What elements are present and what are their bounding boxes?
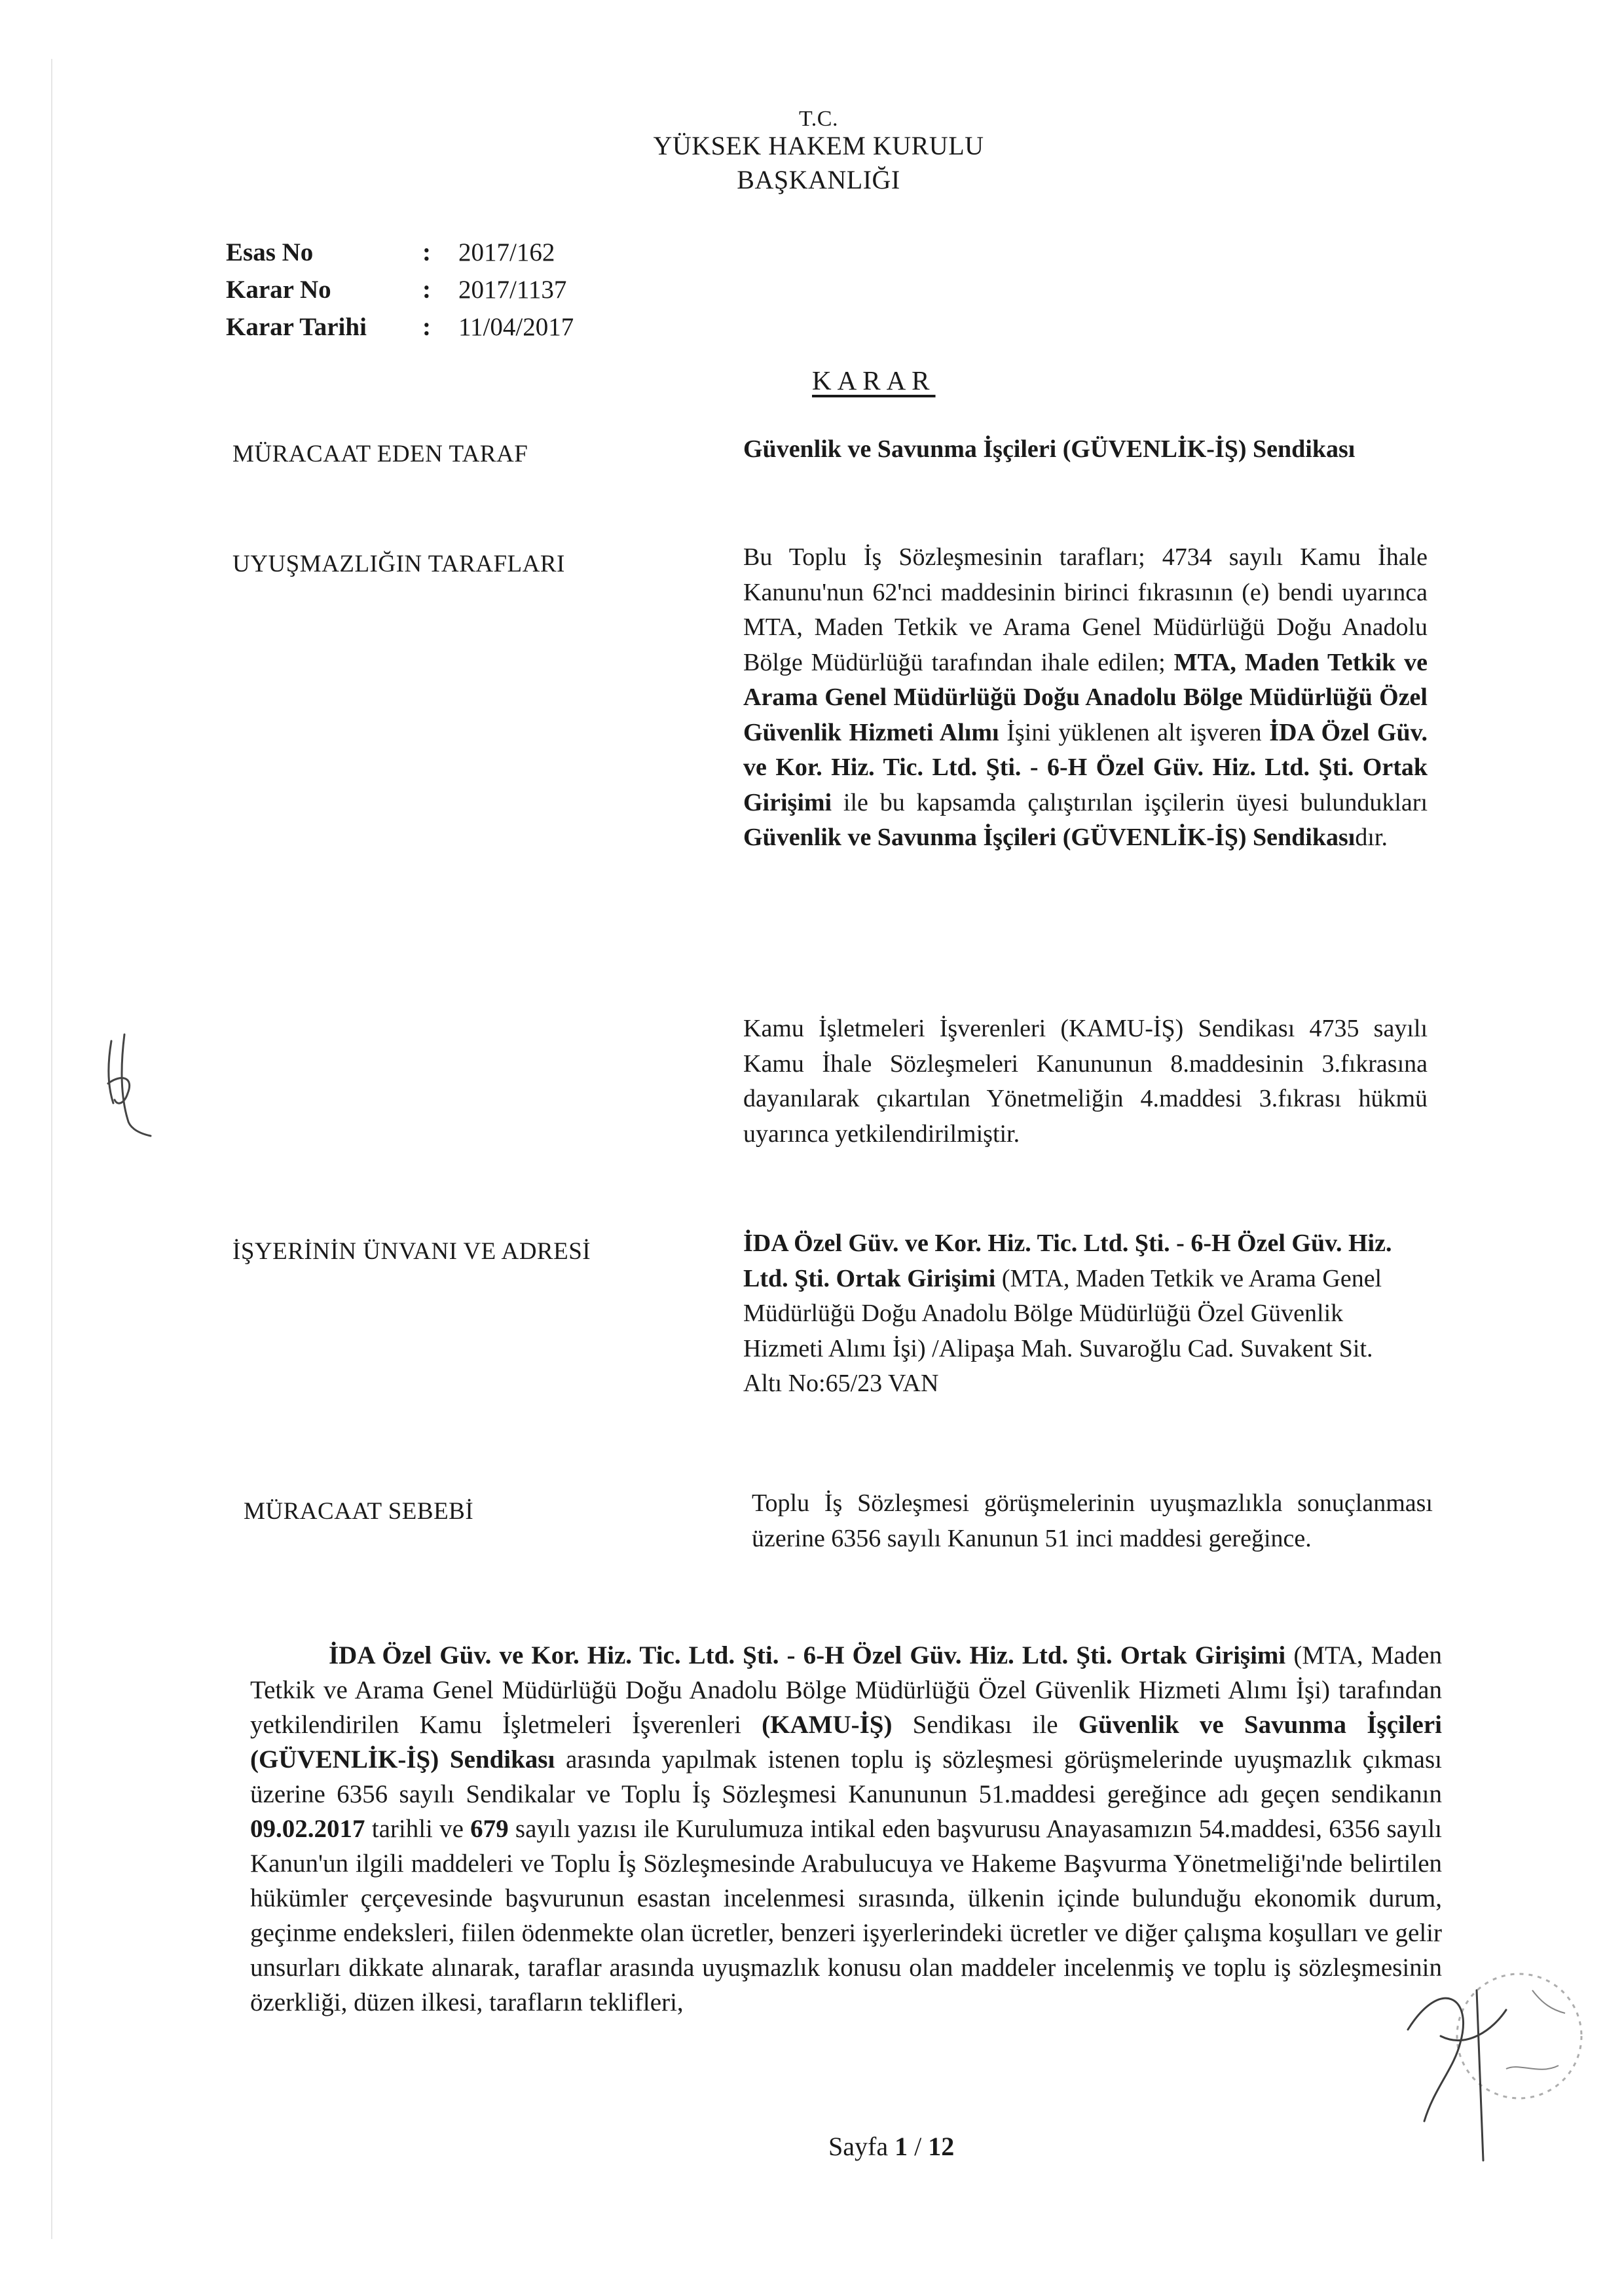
- page-current: 1: [895, 2132, 908, 2161]
- parties-paragraph-1: [743, 540, 1428, 856]
- stamp-signature: [1362, 1951, 1611, 2174]
- body-paragraph: [250, 1638, 1442, 2020]
- meta-value: 11/04/2017: [458, 313, 574, 341]
- header-board: YÜKSEK HAKEM KURULU: [653, 131, 984, 160]
- employer-address: (MTA, Maden Tetkik ve Arama Genel Müdürlüğü Doğu Anadolu Bölge Müdürlüğü Özel Güvenlik Hizmeti Alımı İşi) /Alipaşa Mah. Suvaroğlu Cad. Suvakent Sit. Altı No:65/23 VAN: [743, 1264, 1382, 1397]
- text-span: arasında yapılmak istenen toplu iş sözleşmesi görüşmelerinde uyuşmazlık çıkması üzerine 6356 sayılı Sendikalar ve Toplu İş Sözleşmesi Kanununun 51.maddesi gereğince adı geçen sendikanın: [250, 1745, 1443, 1808]
- meta-label: Karar Tarihi: [226, 313, 367, 341]
- text-span: (MTA, Maden Tetkik ve Arama Genel Müdürlüğü Doğu Anadolu Bölge Müdürlüğü Özel Güvenlik Hizmeti Alımı İşi) tarafından yetkilendirilen Kamu İşletmeleri İşverenleri: [250, 1641, 1442, 1739]
- bold-span: 679: [470, 1815, 509, 1843]
- text-span: Bu Toplu İş Sözleşmesinin tarafları; 4734 sayılı Kamu İhale Kanunu'nun 62'nci maddesinin birinci fıkrasının (e) bendi uyarınca MTA, Maden Tetkik ve Arama Genel Müdürlüğü Doğu Anadolu Bölge Müdürlüğü tarafından ihale edilen;: [743, 543, 1428, 676]
- bold-span: MTA, Maden Tetkik ve Arama Genel Müdürlüğü Doğu Anadolu Bölge Müdürlüğü Özel Güvenlik Hizmeti Alımı: [743, 648, 1428, 746]
- meta-row-esas: [226, 234, 574, 271]
- text-span: Sendikası ile: [892, 1711, 1079, 1739]
- parties-label: UYUŞMAZLIĞIN TARAFLARI: [232, 551, 565, 577]
- header-office: BAŞKANLIĞI: [737, 165, 900, 194]
- reason-label: MÜRACAAT SEBEBİ: [244, 1498, 474, 1525]
- parties-paragraph-2: Kamu İşletmeleri İşverenleri (KAMU-İŞ) Sendikası 4735 sayılı Kamu İhale Sözleşmeleri Kanununun 8.maddesinin 3.fıkrasına dayanılarak çıkartılan Yönetmeliğin 4.maddesi 3.fıkrası hükmü uyarınca yetkilendirilmiştir.: [743, 1015, 1428, 1148]
- bold-span: İDA Özel Güv. ve Kor. Hiz. Tic. Ltd. Şti. - 6-H Özel Güv. Hiz. Ltd. Şti. Ortak Girişimi: [329, 1641, 1286, 1669]
- meta-label: Karar No: [226, 276, 331, 304]
- employer-label: İŞYERİNİN ÜNVANI VE ADRESİ: [232, 1238, 591, 1265]
- meta-label: Esas No: [226, 238, 314, 266]
- employer-name: İDA Özel Güv. ve Kor. Hiz. Tic. Ltd. Şti. - 6-H Özel Güv. Hiz. Ltd. Şti. Ortak Girişimi: [743, 1230, 1392, 1292]
- text-span: sayılı yazısı ile Kurulumuza intikal eden başvurusu Anayasamızın 54.maddesi, 6356 sayılı Kanun'un ilgili maddeleri ve Toplu İş Sözleşmesinde Arabulucuya ve Hakeme Başvurma Yönetmeliği'nde belirtilen hükümler çerçevesinde başvurunun esastan incelenmesi sırasında, ülkenin içinde bulunduğu ekonomik durum, geçinme endeksleri, fiilen ödenmekte olan ücretler, benzeri işyerlerindeki ücretler ve diğer çalışma koşulları ve gelir unsurları dikkate alınarak, taraflar arasında uyuşmazlık konusu olan maddeler incelenmiş ve toplu iş sözleşmesinin özerkliği, düzen ilkesi, tarafların teklifleri,: [250, 1815, 1442, 2016]
- text-span: ile bu kapsamda çalıştırılan işçilerin üyesi bulundukları: [832, 788, 1428, 816]
- scan-edge: [51, 59, 52, 2239]
- decision-title: KARAR: [812, 365, 936, 395]
- bold-span: İDA Özel Güv. ve Kor. Hiz. Tic. Ltd. Şti. - 6-H Özel Güv. Hiz. Ltd. Şti. Ortak Girişimi: [743, 718, 1428, 816]
- meta-row-karar: [226, 271, 574, 308]
- page-total: 12: [928, 2132, 955, 2161]
- bold-span: 09.02.2017: [250, 1815, 365, 1843]
- meta-sep: :: [422, 238, 431, 266]
- bold-span: Güvenlik ve Savunma İşçileri (GÜVENLİK-İŞ) Sendikası: [743, 824, 1356, 851]
- text-span: İşini yüklenen alt işveren: [999, 718, 1270, 746]
- page-prefix: Sayfa: [828, 2132, 895, 2161]
- meta-row-tarih: [226, 308, 574, 346]
- bold-span: (KAMU-İŞ): [762, 1711, 893, 1739]
- applicant-label: MÜRACAAT EDEN TARAF: [232, 441, 528, 467]
- employer-text: [743, 1226, 1408, 1402]
- applicant-name: Güvenlik ve Savunma İşçileri (GÜVENLİK-İŞ) Sendikası: [743, 435, 1356, 463]
- meta-value: 2017/1137: [458, 276, 567, 304]
- header-tc: T.C.: [799, 109, 838, 129]
- decision-body: [250, 1638, 1442, 2020]
- case-metadata: [226, 234, 574, 346]
- document-header: [589, 109, 1048, 196]
- text-span: tarihli ve: [365, 1815, 471, 1843]
- meta-sep: :: [422, 276, 431, 304]
- parties-text: [743, 540, 1428, 856]
- page-sep: /: [908, 2132, 929, 2161]
- initials-signature: [88, 1021, 167, 1152]
- meta-sep: :: [422, 313, 431, 341]
- bold-span: Güvenlik ve Savunma İşçileri (GÜVENLİK-İŞ) Sendikası: [250, 1711, 1443, 1774]
- page-number: [828, 2131, 954, 2162]
- text-span: dır.: [1355, 824, 1388, 851]
- reason-text: Toplu İş Sözleşmesi görüşmelerinin uyuşmazlıkla sonuçlanması üzerine 6356 sayılı Kanunun 51 inci maddesi gereğince.: [752, 1489, 1433, 1552]
- meta-value: 2017/162: [458, 238, 555, 266]
- applicant-value: [743, 432, 1428, 467]
